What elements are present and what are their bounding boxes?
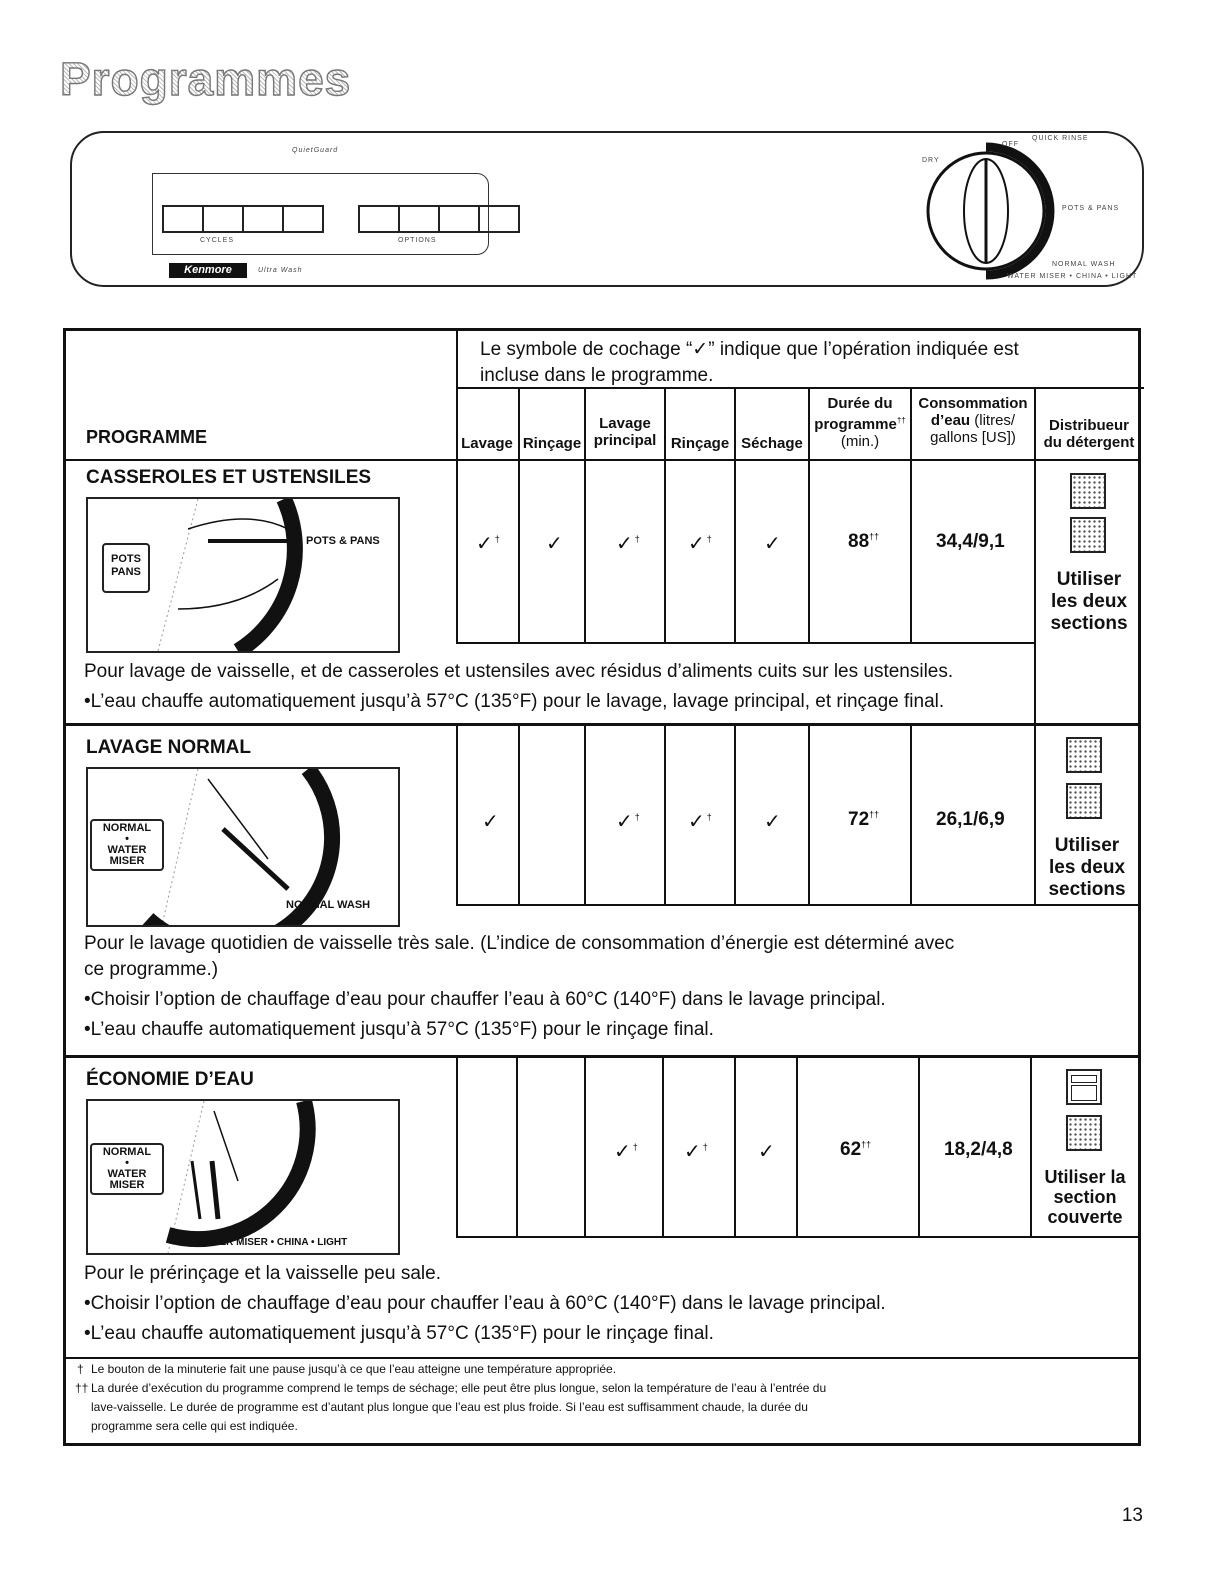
water-3: 18,2/4,8 [944, 1139, 1013, 1160]
page-title: Programmes [60, 53, 352, 105]
duration-3: 62†† [840, 1139, 872, 1160]
programmes-table [63, 328, 1141, 1446]
legend-divider [456, 387, 1144, 389]
dial-off-label: OFF [1002, 141, 1019, 148]
desc-3-line2: •Choisir l’option de chauffage d’eau pour chauffer l’eau à 60°C (140°F) dans le lavage principal. [84, 1293, 886, 1314]
header-lavage-principal: Lavage principal [593, 415, 657, 449]
quietguard-label: QuietGuard [292, 147, 339, 154]
check-sechage-2: ✓ [764, 811, 781, 833]
dial-illustration-water-miser [86, 1099, 400, 1255]
page-number: 13 [1121, 1505, 1143, 1526]
header-rincage: Rinçage [522, 435, 582, 452]
check-sechage-3: ✓ [758, 1141, 775, 1163]
cycle-buttons [162, 205, 322, 233]
dial-illustration-normal-wash [86, 767, 400, 927]
desc-2-line1: Pour le lavage quotidien de vaisselle très sale. (L’indice de consommation d’énergie est déterminé avec [84, 933, 955, 954]
dial-illustration-pots-pans [86, 497, 400, 653]
detergent-instruction-3: Utiliser la section couverte [1044, 1167, 1126, 1227]
option-button-2 [398, 205, 440, 233]
cycle-button-2 [202, 205, 244, 233]
normal-water-miser-button: NORMAL • WATER MISER [90, 1143, 164, 1195]
check-principal-2: ✓ † [616, 811, 640, 833]
desc-1-line2: •L’eau chauffe automatiquement jusqu’à 57°C (135°F) pour le lavage, lavage principal, et rinçage final. [84, 691, 945, 712]
duration-1: 88†† [848, 531, 880, 552]
dial-miser-label: WATER MISER • CHINA • LIGHT [1007, 273, 1138, 280]
dial-dry-label: DRY [922, 157, 940, 164]
header-lavage: Lavage [461, 435, 513, 452]
water-2: 26,1/6,9 [936, 809, 1005, 830]
desc-3-line3: •L’eau chauffe automatiquement jusqu’à 57°C (135°F) pour le rinçage final. [84, 1323, 714, 1344]
detergent-icon-empty [1066, 1069, 1102, 1105]
control-panel-illustration [70, 131, 1144, 287]
detergent-icon-full [1070, 473, 1106, 509]
dial-label-normal-wash: NORMAL WASH [286, 899, 371, 911]
header-programme: PROGRAMME [86, 427, 207, 447]
desc-2-line2: ce programme.) [84, 959, 219, 980]
desc-2-line3: •Choisir l’option de chauffage d’eau pour chauffer l’eau à 60°C (140°F) dans le lavage principal. [84, 989, 886, 1010]
header-distributeur: Distribueur du détergent [1043, 417, 1135, 451]
header-rincage-final: Rinçage [670, 435, 730, 452]
option-button-3 [438, 205, 480, 233]
check-rincage-final-1: ✓ † [688, 533, 712, 555]
cycle-button-1 [162, 205, 204, 233]
cycle-button-3 [242, 205, 284, 233]
check-sechage-1: ✓ [764, 533, 781, 555]
detergent-icon-full [1066, 737, 1102, 773]
footnote-ddagger: †† La durée d’exécution du programme comprend le temps de séchage; elle peut être plus longue, selon la température de l’eau à l’entrée du [75, 1381, 827, 1395]
detergent-instruction-1: Utiliser les deux sections [1050, 569, 1128, 634]
dial-normal-label: NORMAL WASH [1052, 261, 1116, 268]
footnote-dagger: † Le bouton de la minuterie fait une pause jusqu’à ce que l’eau atteigne une température appropriée. [77, 1362, 617, 1376]
desc-3-line1: Pour le prérinçage et la vaisselle peu sale. [84, 1263, 441, 1284]
programme-name-1: CASSEROLES ET USTENSILES [86, 467, 372, 488]
footnote-ddagger-line3: programme sera celle qui est indiquée. [91, 1419, 298, 1433]
dial-label-pots-pans: POTS & PANS [306, 535, 380, 547]
footnote-ddagger-line2: lave-vaisselle. Le durée de programme est d’autant plus longue que l’eau est plus froide. Si l’eau est suffisamment chaude, la durée du [91, 1400, 808, 1414]
check-principal-3: ✓ † [614, 1141, 638, 1163]
check-rincage-final-2: ✓ † [688, 811, 712, 833]
cycle-button-4 [282, 205, 324, 233]
water-1: 34,4/9,1 [936, 531, 1005, 552]
detergent-instruction-2: Utiliser les deux sections [1048, 835, 1126, 900]
duration-2: 72†† [848, 809, 880, 830]
header-sechage: Séchage [741, 435, 803, 452]
cycles-label: CYCLES [200, 237, 235, 244]
option-button-4 [478, 205, 520, 233]
normal-water-miser-button: NORMAL • WATER MISER [90, 819, 164, 871]
dial-pots-label: POTS & PANS [1062, 205, 1120, 212]
check-rincage-final-3: ✓ † [684, 1141, 708, 1163]
dial-quick-rinse-label: QUICK RINSE [1032, 135, 1089, 142]
legend-text-line1: Le symbole de cochage “✓” indique que l’opération indiquée est [480, 339, 1019, 360]
options-label: OPTIONS [398, 237, 437, 244]
header-bottom-rule [66, 459, 1138, 461]
desc-1-line1: Pour lavage de vaisselle, et de casseroles et ustensiles avec résidus d’aliments cuits sur les ustensiles. [84, 661, 954, 682]
check-lavage-1: ✓ † [476, 533, 500, 555]
option-buttons [358, 205, 518, 233]
check-rincage-1: ✓ [546, 533, 563, 555]
check-lavage-2: ✓ [482, 811, 499, 833]
legend-text-line2: incluse dans le programme. [480, 365, 714, 386]
detergent-icon-full [1070, 517, 1106, 553]
detergent-icon-full [1066, 783, 1102, 819]
kenmore-logo: Kenmore [169, 263, 247, 278]
check-principal-1: ✓ † [616, 533, 640, 555]
programme-name-3: ÉCONOMIE D’EAU [86, 1069, 254, 1090]
desc-2-line4: •L’eau chauffe automatiquement jusqu’à 57°C (135°F) pour le rinçage final. [84, 1019, 714, 1040]
header-duree: Durée du programme†† (min.) [814, 395, 906, 450]
ultra-wash-label: Ultra Wash [258, 267, 303, 274]
programme-name-2: LAVAGE NORMAL [86, 737, 252, 758]
detergent-icon-full [1066, 1115, 1102, 1151]
option-button-1 [358, 205, 400, 233]
dial-label-water-miser: WATER MISER • CHINA • LIGHT [198, 1237, 348, 1248]
pots-pans-button: POTS PANS [102, 543, 150, 593]
header-consommation: Consommation d’eau (litres/ gallons [US]) [918, 395, 1028, 446]
